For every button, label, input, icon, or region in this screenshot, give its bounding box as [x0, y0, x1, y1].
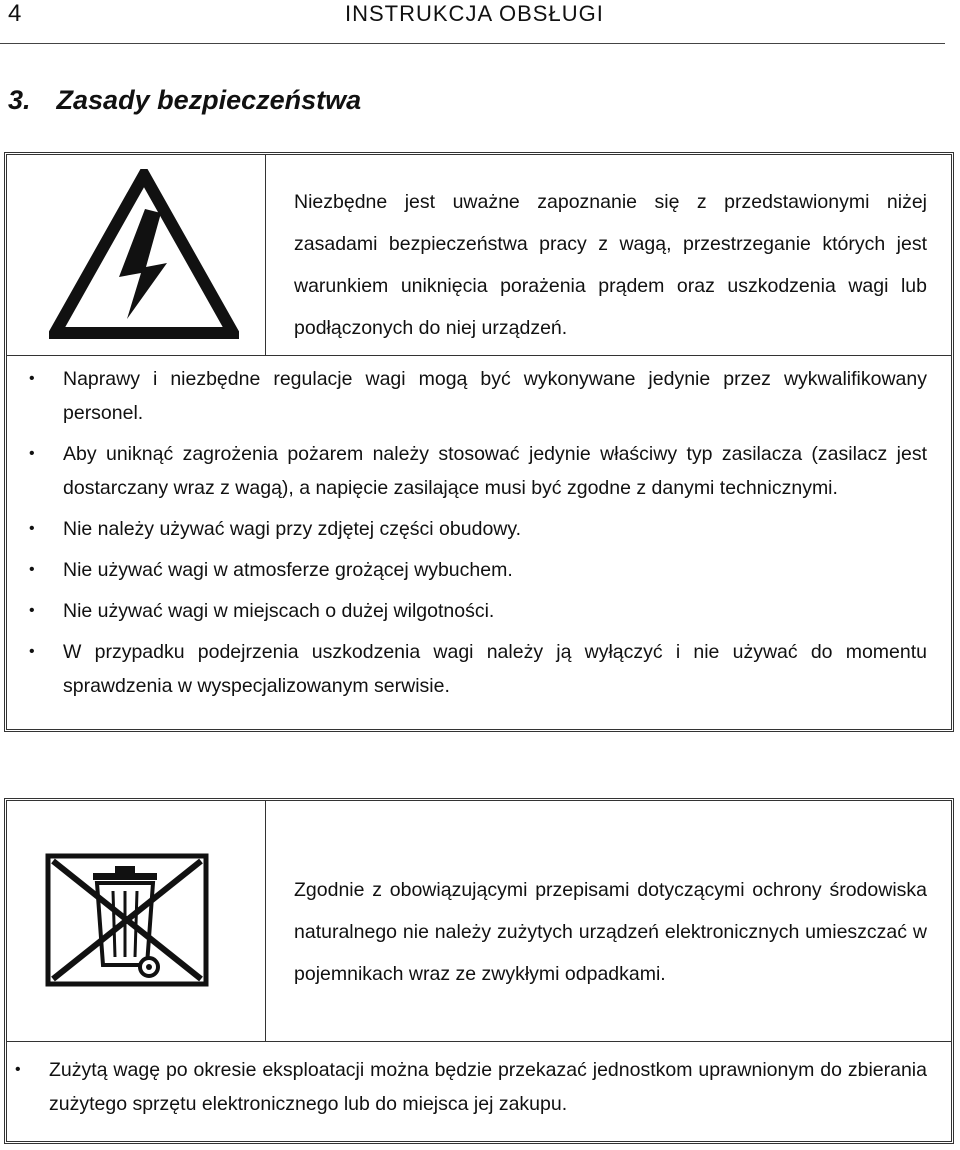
list-item [29, 594, 927, 628]
list-item [29, 362, 927, 430]
list-item-text: Nie używać wagi w miejscach o dużej wilgotności. [63, 600, 495, 622]
electric-hazard-warning-icon [49, 169, 239, 339]
safety-intro-text: Niezbędne jest uważne zapoznanie się z przedstawionymi niżej zasadami bezpieczeństwa pracy z wagą, przestrzeganie których jest warunkiem uniknięcia porażenia prądem oraz uszkodzenia wagi lub podłączonych do niej urządzeń. [294, 191, 927, 339]
section-number: 3. [8, 85, 31, 115]
safety-icon-cell [7, 155, 266, 355]
bullet-icon: • [15, 1061, 21, 1078]
list-item [29, 512, 927, 546]
bullet-icon: • [29, 602, 35, 619]
section-title: Zasady bezpieczeństwa [56, 85, 362, 115]
list-item [29, 437, 927, 505]
environment-icon-cell [7, 801, 266, 1041]
bullet-icon: • [29, 520, 35, 537]
crossed-out-wheelie-bin-icon [45, 853, 209, 987]
list-item-text: Nie używać wagi w atmosferze grożącej wybuchem. [63, 559, 513, 581]
header-divider [0, 43, 945, 44]
list-item-text: Zużytą wagę po okresie eksploatacji można będzie przekazać jednostkom uprawnionym do zbierania zużytego sprzętu elektronicznego lub do miejsca jej zakupu. [49, 1059, 927, 1115]
list-item [29, 635, 927, 703]
running-title: INSTRUKCJA OBSŁUGI [345, 1, 604, 26]
environment-box [4, 798, 954, 1144]
page-header [0, 0, 960, 44]
safety-rules-list [29, 362, 927, 710]
page-number: 4 [8, 0, 22, 27]
bullet-icon: • [29, 445, 35, 462]
environment-list [15, 1053, 927, 1128]
environment-intro-row [7, 801, 951, 1042]
bullet-icon: • [29, 643, 35, 660]
bullet-icon: • [29, 561, 35, 578]
section-heading [8, 82, 361, 118]
list-item [15, 1053, 927, 1121]
list-item [29, 553, 927, 587]
safety-intro-row [7, 155, 951, 356]
bullet-icon: • [29, 370, 35, 387]
environment-intro-text: Zgodnie z obowiązującymi przepisami dotyczącymi ochrony środowiska naturalnego nie należy zużytych urządzeń elektronicznych umieszczać w pojemnikach wraz ze zwykłymi odpadkami. [294, 879, 927, 985]
list-item-text: W przypadku podejrzenia uszkodzenia wagi należy ją wyłączyć i nie używać do momentu sprawdzenia w wyspecjalizowanym serwisie. [63, 641, 927, 697]
list-item-text: Naprawy i niezbędne regulacje wagi mogą być wykonywane jedynie przez wykwalifikowany personel. [63, 368, 927, 424]
list-item-text: Aby uniknąć zagrożenia pożarem należy stosować jedynie właściwy typ zasilacza (zasilacz jest dostarczany wraz z wagą), a napięcie zasilające musi być zgodne z danymi technicznymi. [63, 443, 927, 499]
list-item-text: Nie należy używać wagi przy zdjętej części obudowy. [63, 518, 522, 540]
safety-rules-box [4, 152, 954, 732]
